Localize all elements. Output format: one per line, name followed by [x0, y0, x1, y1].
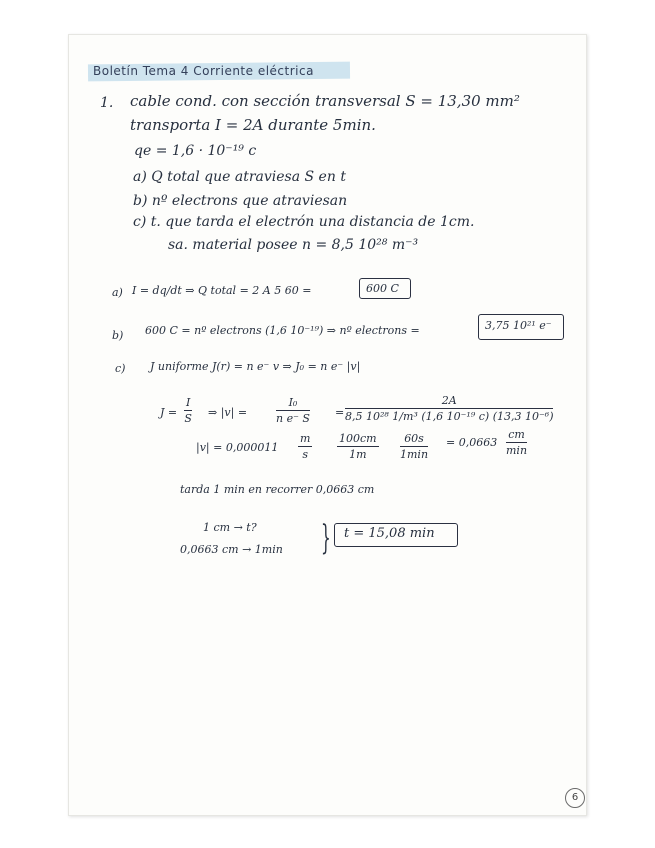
rule-of-three-line-1: 1 cm → t? — [203, 521, 257, 534]
page-number: 6 — [565, 788, 585, 808]
electron-charge: qe = 1,6 · 10⁻¹⁹ c — [134, 143, 257, 159]
rule-of-three-line-2: 0,0663 cm → 1min — [180, 543, 283, 556]
unit-cm-over-min: cm min — [506, 428, 528, 457]
solution-a-result: 600 C — [366, 282, 399, 295]
problem-line-2: transporta I = 2A durante 5min. — [130, 116, 376, 134]
problem-line-1: cable cond. con sección transversal S = 13,30 mm² — [130, 92, 520, 110]
solution-b-label: b) — [112, 329, 124, 342]
fraction-i0-over-nes: $\frac{\text{I₀}}{\text{n e⁻ S}}$ — [276, 396, 310, 425]
material-density: sa. material posee n = 8,5 10²⁸ m⁻³ — [168, 237, 419, 253]
j-equals: J = — [160, 406, 178, 419]
fraction-velocity-expression: $\frac{2A}{\text{8,5 10²⁸ 1/m³ (1,6 10⁻¹⁹ c) (13,3 10⁻⁶)}}$ — [345, 394, 554, 423]
part-c-question: c) t. que tarda el electrón una distancia de 1cm. — [133, 214, 475, 230]
solution-b-result: 3,75 10²¹ e⁻ — [485, 319, 552, 332]
solution-a-label: a) — [112, 286, 123, 299]
unit-100cm-over-1m: $\frac{100cm}{1m}$ — [339, 432, 377, 461]
solution-c-result: t = 15,08 min — [344, 526, 435, 541]
fraction-i-over-s: $\frac{I}{S}$ — [184, 396, 192, 425]
v-equals: ⇒ |v| = — [208, 406, 248, 419]
tarda-statement: tarda 1 min en recorrer 0,0663 cm — [180, 483, 375, 496]
solution-c-text: J uniforme J(r) = n e⁻ v ⇒ J₀ = n e⁻ |v| — [150, 360, 361, 373]
velocity-result: = 0,0663 — [446, 436, 498, 449]
part-a-question: a) Q total que atraviesa S en t — [133, 169, 346, 185]
unit-60s-over-1min: 60s 1min — [400, 432, 429, 461]
solution-c-label: c) — [115, 362, 126, 375]
page-title: Boletín Tema 4 Corriente eléctrica — [93, 64, 314, 78]
problem-number: 1. — [100, 95, 114, 111]
unit-m-over-s: $\frac{m}{s}$ — [300, 432, 311, 461]
solution-a-text: I = dq/dt ⇒ Q total = 2 A 5 60 = — [132, 284, 312, 297]
solution-b-text: 600 C = nº electrons (1,6 10⁻¹⁹) ⇒ nº electrons = — [145, 324, 420, 337]
equals-sign: = — [335, 406, 345, 419]
part-b-question: b) nº electrons que atraviesan — [133, 193, 348, 209]
velocity-value: |v| = 0,000011 — [196, 441, 279, 454]
brace-symbol: } — [320, 518, 331, 558]
